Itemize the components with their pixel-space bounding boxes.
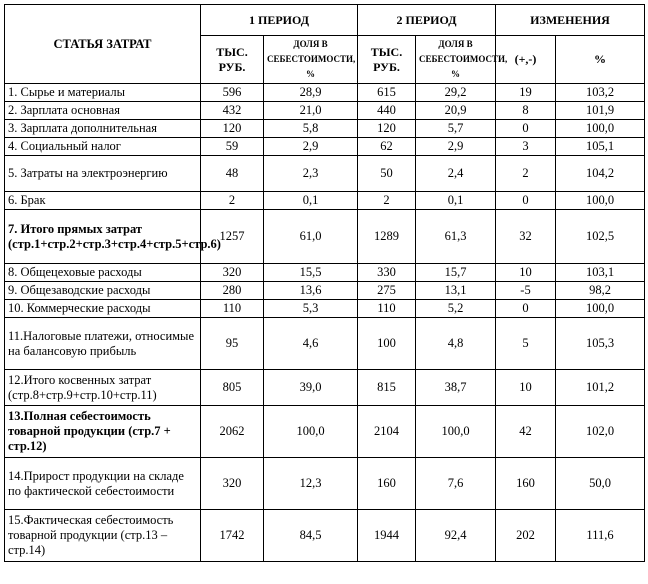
p1-value: 2062 [201, 406, 264, 458]
p1-value: 805 [201, 370, 264, 406]
table-row [5, 300, 645, 318]
p1-share: 5,8 [264, 120, 358, 138]
row-label: 8. Общецеховые расходы [5, 264, 201, 282]
header-delta: (+,-) [496, 36, 556, 84]
percent-value: 101,2 [556, 370, 645, 406]
table-row [5, 192, 645, 210]
p1-share: 61,0 [264, 210, 358, 264]
row-label: 10. Коммерческие расходы [5, 300, 201, 318]
p1-value: 48 [201, 156, 264, 192]
p2-share: 2,4 [416, 156, 496, 192]
cost-table [4, 4, 645, 562]
delta-value: 10 [496, 264, 556, 282]
percent-value: 50,0 [556, 458, 645, 510]
p2-share: 15,7 [416, 264, 496, 282]
delta-value: 2 [496, 156, 556, 192]
row-label: 1. Сырье и материалы [5, 84, 201, 102]
p1-share: 21,0 [264, 102, 358, 120]
p1-value: 1742 [201, 510, 264, 562]
p1-share: 2,3 [264, 156, 358, 192]
p1-value: 95 [201, 318, 264, 370]
p2-share: 2,9 [416, 138, 496, 156]
table-row [5, 138, 645, 156]
p2-value: 110 [358, 300, 416, 318]
header-p1-share: ДОЛЯ В СЕБЕСТОИМОСТИ, % [264, 36, 358, 84]
table-row [5, 84, 645, 102]
row-label: 7. Итого прямых затрат (стр.1+стр.2+стр.3+стр.4+стр.5+стр.6) [5, 210, 201, 264]
row-label: 14.Прирост продукции на складе по фактической себестоимости [5, 458, 201, 510]
row-label: 4. Социальный налог [5, 138, 201, 156]
delta-value: 0 [496, 300, 556, 318]
p1-value: 320 [201, 458, 264, 510]
p2-value: 1944 [358, 510, 416, 562]
p1-value: 596 [201, 84, 264, 102]
p1-value: 1257 [201, 210, 264, 264]
p1-share: 39,0 [264, 370, 358, 406]
delta-value: 0 [496, 192, 556, 210]
delta-value: 8 [496, 102, 556, 120]
table-row [5, 210, 645, 264]
p2-share: 0,1 [416, 192, 496, 210]
p2-share: 38,7 [416, 370, 496, 406]
table-row [5, 370, 645, 406]
delta-value: -5 [496, 282, 556, 300]
delta-value: 5 [496, 318, 556, 370]
header-percent: % [556, 36, 645, 84]
row-label: 2. Зарплата основная [5, 102, 201, 120]
p1-value: 120 [201, 120, 264, 138]
p1-share: 28,9 [264, 84, 358, 102]
table-row [5, 102, 645, 120]
p2-value: 2104 [358, 406, 416, 458]
table-row [5, 318, 645, 370]
percent-value: 104,2 [556, 156, 645, 192]
delta-value: 10 [496, 370, 556, 406]
p2-value: 615 [358, 84, 416, 102]
row-label: 6. Брак [5, 192, 201, 210]
percent-value: 105,1 [556, 138, 645, 156]
p2-value: 2 [358, 192, 416, 210]
p2-share: 29,2 [416, 84, 496, 102]
p2-share: 4,8 [416, 318, 496, 370]
table-row [5, 282, 645, 300]
table-row [5, 406, 645, 458]
p1-value: 280 [201, 282, 264, 300]
percent-value: 102,5 [556, 210, 645, 264]
percent-value: 98,2 [556, 282, 645, 300]
p2-value: 160 [358, 458, 416, 510]
delta-value: 3 [496, 138, 556, 156]
header-period-1: 1 ПЕРИОД [201, 5, 358, 36]
delta-value: 160 [496, 458, 556, 510]
row-label: 11.Налоговые платежи, относимые на балансовую прибыль [5, 318, 201, 370]
p1-share: 100,0 [264, 406, 358, 458]
p1-value: 59 [201, 138, 264, 156]
p1-value: 432 [201, 102, 264, 120]
percent-value: 101,9 [556, 102, 645, 120]
p2-share: 5,7 [416, 120, 496, 138]
table-row [5, 156, 645, 192]
table-row [5, 120, 645, 138]
p2-value: 440 [358, 102, 416, 120]
p2-value: 275 [358, 282, 416, 300]
delta-value: 32 [496, 210, 556, 264]
p2-value: 815 [358, 370, 416, 406]
p2-value: 62 [358, 138, 416, 156]
row-label: 12.Итого косвенных затрат (стр.8+стр.9+стр.10+стр.11) [5, 370, 201, 406]
percent-value: 100,0 [556, 120, 645, 138]
table-row [5, 458, 645, 510]
delta-value: 42 [496, 406, 556, 458]
delta-value: 0 [496, 120, 556, 138]
percent-value: 100,0 [556, 300, 645, 318]
p2-value: 120 [358, 120, 416, 138]
row-label: 5. Затраты на электроэнергию [5, 156, 201, 192]
percent-value: 103,1 [556, 264, 645, 282]
p2-share: 7,6 [416, 458, 496, 510]
p2-value: 330 [358, 264, 416, 282]
p1-share: 0,1 [264, 192, 358, 210]
row-label: 15.Фактическая себестоимость товарной продукции (стр.13 – стр.14) [5, 510, 201, 562]
p2-share: 5,2 [416, 300, 496, 318]
p2-value: 50 [358, 156, 416, 192]
header-article: СТАТЬЯ ЗАТРАТ [5, 5, 201, 84]
p2-share: 92,4 [416, 510, 496, 562]
percent-value: 100,0 [556, 192, 645, 210]
p1-share: 84,5 [264, 510, 358, 562]
delta-value: 19 [496, 84, 556, 102]
p1-share: 4,6 [264, 318, 358, 370]
percent-value: 111,6 [556, 510, 645, 562]
p1-share: 13,6 [264, 282, 358, 300]
header-p2-share: ДОЛЯ В СЕБЕСТОИМОСТИ, % [416, 36, 496, 84]
p1-value: 2 [201, 192, 264, 210]
p1-value: 110 [201, 300, 264, 318]
table-row [5, 510, 645, 562]
p1-share: 2,9 [264, 138, 358, 156]
p1-share: 12,3 [264, 458, 358, 510]
header-changes: ИЗМЕНЕНИЯ [496, 5, 645, 36]
p2-share: 61,3 [416, 210, 496, 264]
percent-value: 103,2 [556, 84, 645, 102]
row-label: 3. Зарплата дополнительная [5, 120, 201, 138]
p2-value: 1289 [358, 210, 416, 264]
header-period-2: 2 ПЕРИОД [358, 5, 496, 36]
p2-share: 13,1 [416, 282, 496, 300]
percent-value: 105,3 [556, 318, 645, 370]
delta-value: 202 [496, 510, 556, 562]
header-p2-thousand-rub: ТЫС. РУБ. [358, 36, 416, 84]
p2-share: 20,9 [416, 102, 496, 120]
p2-share: 100,0 [416, 406, 496, 458]
p1-value: 320 [201, 264, 264, 282]
p1-share: 15,5 [264, 264, 358, 282]
percent-value: 102,0 [556, 406, 645, 458]
header-p1-thousand-rub: ТЫС. РУБ. [201, 36, 264, 84]
p2-value: 100 [358, 318, 416, 370]
p1-share: 5,3 [264, 300, 358, 318]
table-row [5, 264, 645, 282]
row-label: 9. Общезаводские расходы [5, 282, 201, 300]
row-label: 13.Полная себестоимость товарной продукции (стр.7 + стр.12) [5, 406, 201, 458]
